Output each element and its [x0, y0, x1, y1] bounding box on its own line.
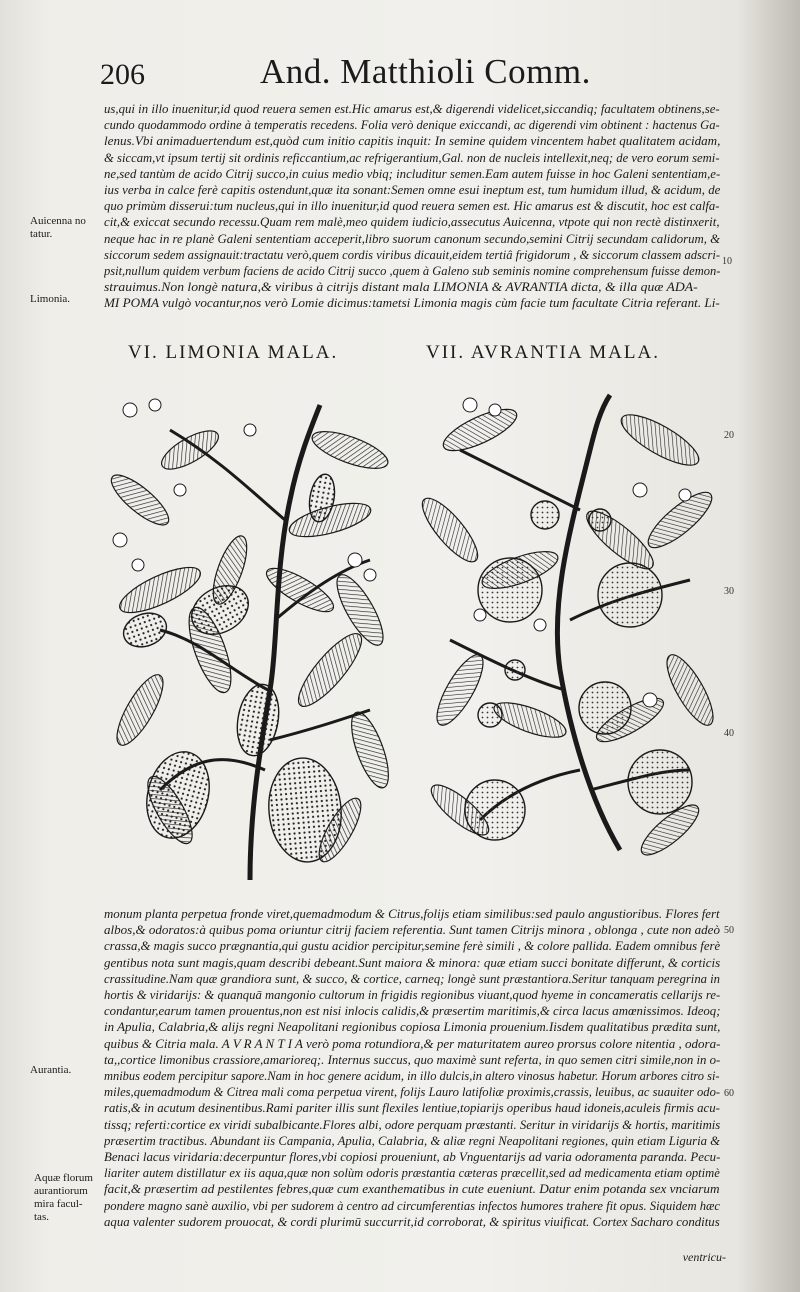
text-line: hortis & viridarijs: & quanquā mangonio cultorum in frigidis regionibus viuant,quod hyeme in concameratis cellarijs re- — [104, 988, 720, 1003]
text-line: ta,,cortice limonibus crassiore,amarioreq;. Internus succus, quo maximè sunt referta, in quo semen citri simile,non in o- — [104, 1052, 720, 1067]
text-line: facit,& præsertim ad pestilentes febres,quæ cum exanthematibus in cute eueniunt. Datur enim potanda sex vnciarum — [104, 1182, 720, 1197]
text-line: ne,sed tantùm de acido Citrij succo,in cuius medio vbiq; includitur semen.Eam autem fuisse in hoc Galeni sententiam,e- — [104, 166, 720, 181]
text-line: mnibus eodem percipitur sapore.Nam in hoc genere acidum, in illo dulcis,in altero vinosus habetur. Horum arbores citro si- — [104, 1069, 720, 1084]
line-number: 40 — [724, 728, 734, 739]
text-line: tissq; referti:cortice ex viridi subalbicante.Flores albi, odore perquam præstanti. Seritur in viridarijs & hortis, maritimis — [104, 1117, 720, 1132]
page-number: 206 — [100, 58, 145, 91]
text-line: us,qui in illo inuenitur,id quod reuera semen est.Hic amarus est,& digerendi videlicet,siccandiq; facultatem obtinens,se- — [104, 102, 720, 116]
text-line: MI POMA vulgò vocantur,nos verò Lomie dicimus:tametsi Limonia magis cùm facie tum facultate Citria referant. Li- — [104, 296, 720, 311]
text-line: albos,& odoratos:à quibus poma oriuntur citrij faciem referentia. Sunt tamen Citrijs minora , oblonga , cute non adeò — [104, 923, 720, 938]
text-line: cit,& exiccat secundo recessu.Quam rem malè,meo quidem iudicio,assecutus Auicenna, vtpote qui non rectè distinxerit, — [104, 215, 720, 230]
woodcut-limonia-illustration — [100, 390, 400, 885]
caption-limonia: VI. LIMONIA MALA. — [128, 342, 339, 363]
line-number: 50 — [724, 925, 734, 936]
woodcut-aurantia-illustration — [420, 390, 720, 865]
marginal-note-aurantia: Aurantia. — [30, 1064, 72, 1076]
marginal-note-aquae: Aquæ florum aurantiorum mira facul- tas. — [34, 1172, 93, 1223]
top-text-block — [104, 101, 720, 312]
marginal-note-limonia: Limonia. — [30, 293, 71, 305]
text-line: quibus & Citria mala. A V R A N T I A verò poma rotundiora,& per maturitatem aureo prorsus colore nitentia , odora- — [104, 1036, 720, 1051]
text-line: præsertim tractibus. Abundant iis Campania, Apulia, Calabria, & aliæ regni Neapolitani regiones, quin etiam Liguria & — [104, 1133, 720, 1148]
text-line: condantur,earum tamen prouentus,non est nisi inlocis calidis,& præsertim maritimis,& circa lacus amœnissimos. Ideoq; — [104, 1004, 720, 1019]
text-line: & siccam,vt ipsum tertij sit ordinis reficcantium,ac refrigerantium,Gal. non de nucleis intellexit,neq; de vero eorum semi- — [104, 150, 720, 165]
page-header — [100, 52, 720, 96]
text-line: crassa,& magis succo prægnantia,qui gustu acidior percipitur,semine ferè simili , & colore pallida. Eadem omnibus ferè — [104, 939, 721, 954]
text-line: pondere magno sanè auxilio, vbi per sudorem à centro ad circumferentias infectos humores trahere fit opus. Siquidem hæc — [104, 1198, 720, 1213]
text-line: siccorum sedem assignauit:tractatu verò,quem cordis viribus dicauit,eidem tertiâ frigidorum , & siccorum classem adscri- — [104, 247, 720, 262]
text-line: gentibus nota sunt magis,quam describi debeant.Sunt maiora & minora: quæ etiam succi bonitate differunt, & corticis — [104, 955, 720, 970]
text-line: ratis,& in acutum desinentibus.Rami pariter illis sunt flexiles lentiue,topiarijs operibus haud idoneis,aculeis firmis acu- — [104, 1101, 720, 1116]
line-number: 30 — [724, 586, 734, 597]
line-number: 20 — [724, 430, 734, 441]
marginal-note-auicenna: Auicenna no tatur. — [30, 215, 86, 240]
text-line: aqua valenter sudorem prouocat, & cordi plurimū succurrit,id corroborat, & spiritus viuificat. Cortex Sacharo conditus — [104, 1214, 720, 1229]
caption-aurantia: VII. AVRANTIA MALA. — [426, 342, 660, 363]
text-line: liariter autem distillatur ex iis aqua,quæ non solùm odoris præstantia cæteras præcellit,sed ad medicamenta etiam optimè — [104, 1166, 720, 1181]
text-line: cundo quodammodo ordine à temperatis recedens. Folia verò denique exiccandi, ac digerendi vim obtinent : hactenus Ga- — [104, 118, 720, 133]
text-line: miles,quemadmodum & Citrea mali coma perpetua virent, folijs Lauro latifoliæ proximis,crassis, leuibus, ac suauiter odo- — [104, 1085, 720, 1100]
text-line: in Apulia, Calabria,& alijs regni Neapolitani regionibus copiosa Limonia prouenium.Iisdem qualitatibus prædita sunt, — [104, 1020, 720, 1035]
text-line: lenus.Vbi animaduertendum est,quòd cum initio capitis inquit: In semine quidem vincentem habet qualitatem acidam, — [104, 134, 720, 149]
text-line: ius verba in calce ferè capitis ostendunt,quæ ita sonant:Semen omne esui ineptum est, tum humidum illud, & acidum, de — [104, 183, 720, 198]
text-line: crassitudine.Nam quæ grandiora sunt, & succo, & cortice, carneq; longè sunt præstantiora.Seritur tanquam peregrina in — [104, 971, 720, 986]
text-line: psit,nullum quidem verbum faciens de acido Citrij succo ,quem à Galeno sub seminis nomine comprehensum fuisse demon- — [104, 264, 720, 279]
bottom-text-block — [104, 906, 720, 1230]
text-line: monum planta perpetua fronde viret,quemadmodum & Citrus,folijs etiam similibus:sed paulo angustioribus. Flores fert — [104, 907, 720, 921]
line-number: 60 — [724, 1088, 734, 1099]
catchword: ventricu- — [682, 1250, 726, 1264]
text-line: neque hac in re planè Galeni sententiam acceperit,libro suorum canonum secundo,semini Citrij secundam calidorum, & — [104, 231, 720, 246]
text-line: quo primùm disserui:tum nucleus,qui in illo inuenitur,id quod reuera semen est. Hic amarus est & discutit, hoc est calfa- — [104, 199, 720, 214]
running-head: And. Matthioli Comm. — [260, 52, 591, 91]
text-line: Benaci lacus viridaria:decerpuntur flores,vbi copiosi proueniunt, ab Vnguentarijs ad varia odoramenta paranda. Pecu- — [104, 1150, 720, 1165]
line-number: 10 — [722, 256, 732, 267]
text-line: strauimus.Non longè natura,& viribus à citrijs distant mala LIMONIA & AVRANTIA dicta, & illa quæ ADA- — [104, 280, 698, 295]
